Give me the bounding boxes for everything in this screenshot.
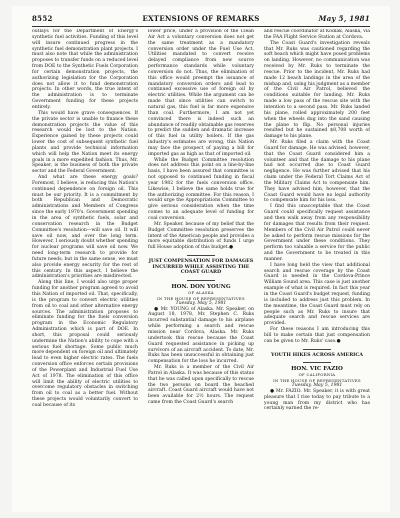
chamber-line: IN THE HOUSE OF REPRESENTATIVES bbox=[157, 295, 245, 301]
record-page bbox=[12, 6, 390, 512]
paragraph: I have long held the view that additional search and rescue coverage by the Coast Guard is needed in the Cordova-Prince William Sound area. This case is just another example of what is required. In fact this year in the Coast Guard's budget request, funding is included to address just this problem. In the meantime, the Coast Guard must rely on people such as Mr. Ruks to insure that adequate search and rescue services are provided. bbox=[264, 262, 370, 327]
speaker-state: OF CALIFORNIA bbox=[298, 372, 336, 378]
speech-date: Tuesday, May 5, 1981 bbox=[175, 300, 227, 306]
chamber-line: IN THE HOUSE OF REPRESENTATIVES bbox=[273, 377, 361, 383]
title-separator bbox=[303, 362, 331, 363]
article-title: YOUTH HIKES ACROSS AMERICA bbox=[271, 351, 363, 358]
paragraph: I find this unacceptable that the Coast Guard could specifically request assistance and then walk away from any responsibility for damages that results from their request. Members of the Civil Air Patrol could never be asked to perform rescue missions for the Government under these conditions. They perform too valuable a service for the public and the Government to be treated in this manner. bbox=[264, 204, 370, 262]
paragraph: Mr. Ruks is a member of the Civil Air Patrol in Alaska. It was because of this status that he was called upon specifically to rescue the two persons on board the beached aircraft. Coast Guard aircraft would have not been available for 2½ hours. The request came from the Coast Guard's search bbox=[148, 365, 254, 406]
speaker-name: HON. DON YOUNG bbox=[171, 283, 231, 290]
article-title: JUST COMPENSATION FOR DAMAGES INCURRED WHILE ASSISTING THE COAST GUARD bbox=[148, 258, 254, 276]
paragraph: ● Mr. FAZIO. Mr. Speaker, it is with great pleasure that I rise today to pay tribute to a young man from my district who has certainly earned the re- bbox=[264, 388, 370, 412]
paragraph: lower price, under a provision of the Clean Air Act a voluntary conversion does not get the same treatment as a mandatory conversion order under the Fuel Use Act. Utilities mandated to convert receive delayed compliance from new source performance standards while voluntary conversion do not. Thus, the elimination of this office would preempt the issuance of mandatory conversion orders and lead to continued excessive use of foreign oil by electric utilities. While the argument can be made that since utilities can switch to natural gas, this fuel is far more expensive than coal. Furthermore, I am not yet convinced there is indeed such an abundance of readily obtainable gas reserves to predict the sudden and dramatic increase of this fuel in utility boilers. If the gas industry's estimates are wrong, this Nation may face the prospect of paying a bill for imported gas as high as that of imported oil. bbox=[148, 29, 254, 157]
speech-date: Tuesday, May 5, 1981 bbox=[291, 382, 343, 388]
title-separator bbox=[187, 280, 215, 281]
page-number: 8552 bbox=[32, 14, 53, 23]
header-rule bbox=[32, 26, 370, 27]
text-column-1 bbox=[32, 29, 138, 505]
paragraph: ● Mr. YOUNG of Alaska. Mr. Speaker, on August 18, 1978, Mr. Stephen C. Ruks incurred substantial damage to his airplane while performing a search and rescue mission near Cordova, Alaska. Mr. Ruks undertook this rescue because the Coast Guard requested assistance in picking up survivors of an aircraft accident. To date, Mr. Ruks has been unsuccessful in obtaining just compensation for the loss he incurred. bbox=[148, 306, 254, 365]
text-column-2 bbox=[148, 29, 254, 505]
paragraph: The Coast Guard's investigation reveals that Mr. Ruks was cautioned regarding the soft beach which might have posed problems on landing. However, no communication was received by Mr. Ruks to terminate the rescue. Prior to the incident, Mr. Ruks had made 12 beach landings in the area of the mishap and, using his judgment as a member of the Civil Air Patrol, believed the conditions suitable for landing. Mr. Ruks made a low pass of the rescue site with the intention to a second pass. Mr. Ruks landed his plane, rolled approximately 200 feet when the wheels dug into the sand causing the plane to flip. No personal injuries resulted but he sustained $8,708 worth of damage to his plane. bbox=[264, 40, 370, 140]
speaker-name: HON. VIC FAZIO bbox=[291, 366, 343, 373]
paragraph: Along this line, I would also urge proper funding for another program agreed to avoid this Nation of imported oil. That, specifically, is the program to convert electric utilities from oil to coal and other alternative energy sources. The administration proposes to eliminate funding for the fuels conversion program in the Economic Regulatory Administration which is part of DOE. In short, this proposal could seriously undermine the Nation's ability to cope with a serious fuel shortage. Some public much more dependent on foreign oil and ultimately lead to even higher electric rates. The fuels conversion office enforces certain provisions of the Powerplant and Industrial Fuel Use Act of 1978. The elimination of this office will limit the ability of electric utilities to overcome regulatory obstacles in switching from oil to coal as a better fuel. Without these projects would voluntarily convert to coal because of its bbox=[32, 280, 138, 408]
text-column-3 bbox=[264, 29, 370, 505]
article-separator bbox=[187, 255, 215, 256]
speaker-state: OF ALASKA bbox=[188, 289, 214, 295]
paragraph: And what are these energy goals? Foremost, I believe, is reducing this Nation's continued dependence on foreign oil. This must be our priority. It is a commitment by both Republican and Democratic administrations and Members of Congress since the early 1970's. Government spending in the area of synthetic fuels, solar and conservation research in the Budget Committee's resolution—will save oil. It will save oil now, and over the long term. However, I seriously doubt whether spending for nuclear programs will save oil now. We need long-term research to provide for future needs, but in the same sense, we must also provide energy security for the rest of this century. In this aspect, I believe the administration's priorities are misdirected. bbox=[32, 175, 138, 280]
paragraph: outlays for the Department of Energy's synthetic fuel activities. Funding of this level will insure continued progress in the synthetic fuel demonstration plant projects. I must also note that while the administration proposes to transfer funds on a reduced level from DOE to the Synthetic Fuels Corporation for certain demonstration projects, the authorizing legislation for the Corporation does not allow it to fund demonstration projects. In other words, the true intent of the administration is to terminate Government funding for these projects entirely. bbox=[32, 29, 138, 110]
header-date: May 5, 1981 bbox=[318, 14, 370, 23]
paragraph: Mr. Speaker, because of my belief that the Budget Committee resolution preserves the intent of the American people and provides a more equitable distribution of funds I urge full House adoption of this budget.● bbox=[148, 221, 254, 251]
running-header bbox=[32, 14, 370, 26]
article-separator bbox=[303, 349, 331, 350]
paragraph: While the Budget Committee resolution does not address this point on a line-by-line basis, I have been assured that committee is not opposed to continued funding in fiscal year 1982 for the fuels conversion office. Likewise, I believe the same holds true for the authorizing committee. For this reason, I would urge the Appropriations Committee to give serious consideration when the time comes to an adequate level of funding for coal conversion. bbox=[148, 157, 254, 221]
paragraph: This would have grave consequences. If the private sector is unable to finance these demonstration projects the value of this research would be lost to the Nation. Experience gained by these projects could lower the cost of subsequent synthetic fuel plants and provide technical information which will help the Nation meet its energy goals in a more expedited fashion. Thus, Mr. Speaker, is the business of both the private sector and the Federal Government. bbox=[32, 110, 138, 175]
paragraph: Mr. Ruks filed a claim with the Coast Guard for damage. He was advised, however, that the Coast Guard considered him a volunteer and that the damage to his plane had not occurred due to Coast Guard negligence. He was further advised that his claim under the Federal Tort Claims Act of the Military Claims Act to compensate him. They have advised him, however, that the Coast Guard would have no legal authority to compensate him for his loss. bbox=[264, 140, 370, 204]
paragraph: and rescue coordinator at Kodiak, Alaska, via the FAA Flight Service Station at Cordova. bbox=[264, 29, 370, 40]
paragraph: For these reasons I am introducing this bill to make certain that just compensation can be given to Mr. Ruks' case.● bbox=[264, 327, 370, 344]
section-title: EXTENSIONS OF REMARKS bbox=[142, 14, 260, 23]
